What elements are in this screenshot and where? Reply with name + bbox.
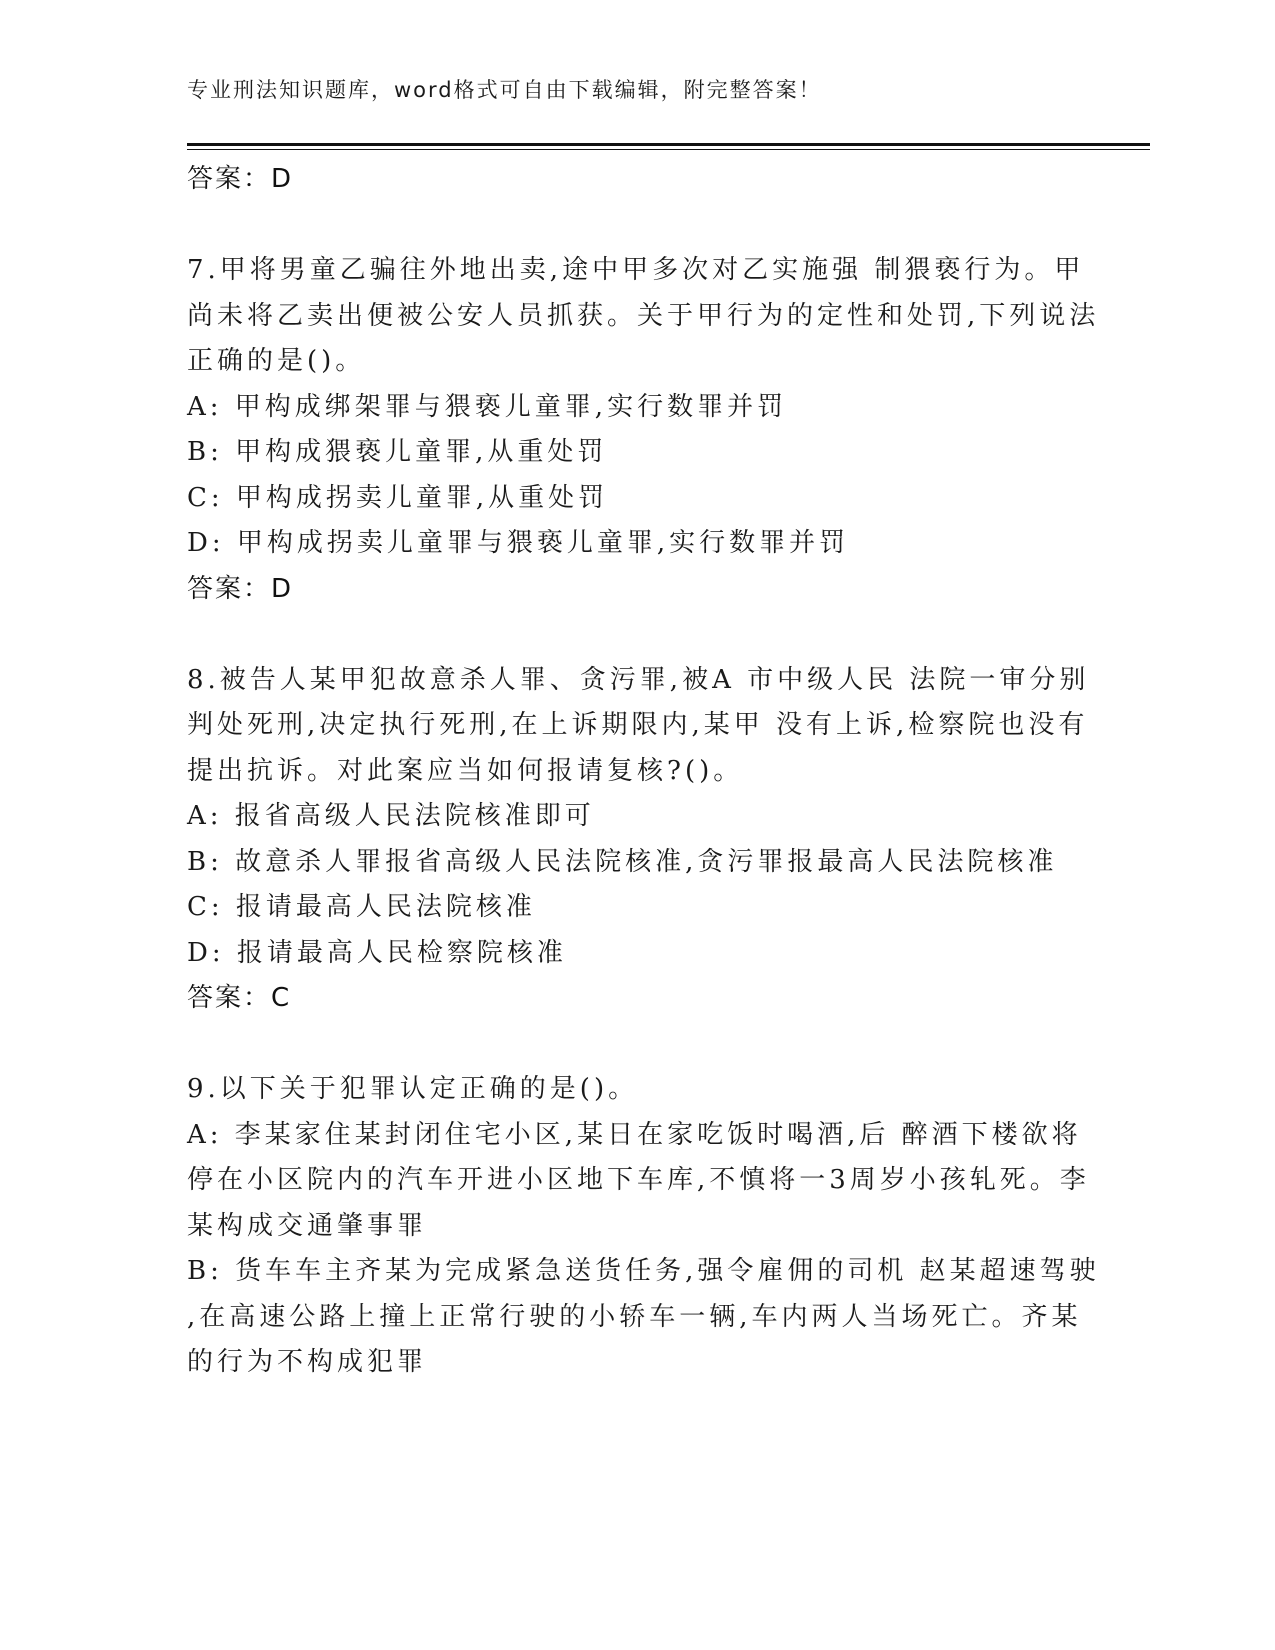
header-rule-thin	[187, 149, 1150, 150]
option-b-line: B: 货车车主齐某为完成紧急送货任务,强令雇佣的司机 赵某超速驾驶	[187, 1256, 1100, 1286]
question-stem-line: 8.被告人某甲犯故意杀人罪、贪污罪,被A 市中级人民 法院一审分别	[187, 664, 1090, 695]
option-a: A: 甲构成绑架罪与猥亵儿童罪,实行数罪并罚	[187, 391, 788, 422]
question-stem-line: 尚未将乙卖出便被公安人员抓获。关于甲行为的定性和处罚,下列说法	[187, 300, 1100, 331]
question-stem-line: 提出抗诉。对此案应当如何报请复核?()。	[187, 755, 744, 786]
option-b-line: ,在高速公路上撞上正常行驶的小轿车一辆,车内两人当场死亡。齐某	[187, 1301, 1082, 1332]
option-a: A: 报省高级人民法院核准即可	[187, 801, 595, 831]
answer-q7: 答案：D	[187, 573, 294, 604]
option-b: B: 故意杀人罪报省高级人民法院核准,贪污罪报最高人民法院核准	[187, 846, 1058, 877]
spacer	[187, 203, 1087, 249]
page-header: 专业刑法知识题库，word格式可自由下载编辑，附完整答案！	[187, 78, 822, 102]
answer-q6: 答案：D	[187, 164, 294, 194]
header-rule-thick	[187, 143, 1150, 146]
question-stem-line: 正确的是()。	[187, 346, 366, 376]
answer-q8: 答案：C	[187, 983, 292, 1013]
option-c: C: 报请最高人民法院核准	[187, 892, 536, 922]
option-a-line: 停在小区院内的汽车开进小区地下车库,不慎将一3周岁小孩轧死。李	[187, 1165, 1090, 1195]
option-d: D: 甲构成拐卖儿童罪与猥亵儿童罪,实行数罪并罚	[187, 528, 850, 558]
question-stem-line: 判处死刑,决定执行死刑,在上诉期限内,某甲 没有上诉,检察院也没有	[187, 710, 1089, 740]
option-d: D: 报请最高人民检察院核准	[187, 937, 567, 968]
question-8	[187, 658, 1090, 1022]
option-b: B: 甲构成猥亵儿童罪,从重处罚	[187, 437, 608, 467]
option-a-line: A: 李某家住某封闭住宅小区,某日在家吃饭时喝酒,后 醉酒下楼欲将	[187, 1119, 1082, 1150]
option-a-line: 某构成交通肇事罪	[187, 1210, 428, 1241]
spacer	[187, 612, 1087, 658]
question-content	[187, 157, 1100, 1386]
question-7	[187, 248, 1100, 612]
option-b-line: 的行为不构成犯罪	[187, 1347, 428, 1377]
spacer	[187, 1022, 1087, 1068]
question-stem-line: 9.以下关于犯罪认定正确的是()。	[187, 1074, 639, 1104]
question-9	[187, 1067, 1100, 1386]
option-c: C: 甲构成拐卖儿童罪,从重处罚	[187, 482, 609, 513]
question-stem-line: 7.甲将男童乙骗往外地出卖,途中甲多次对乙实施强 制猥亵行为。甲	[187, 255, 1085, 285]
